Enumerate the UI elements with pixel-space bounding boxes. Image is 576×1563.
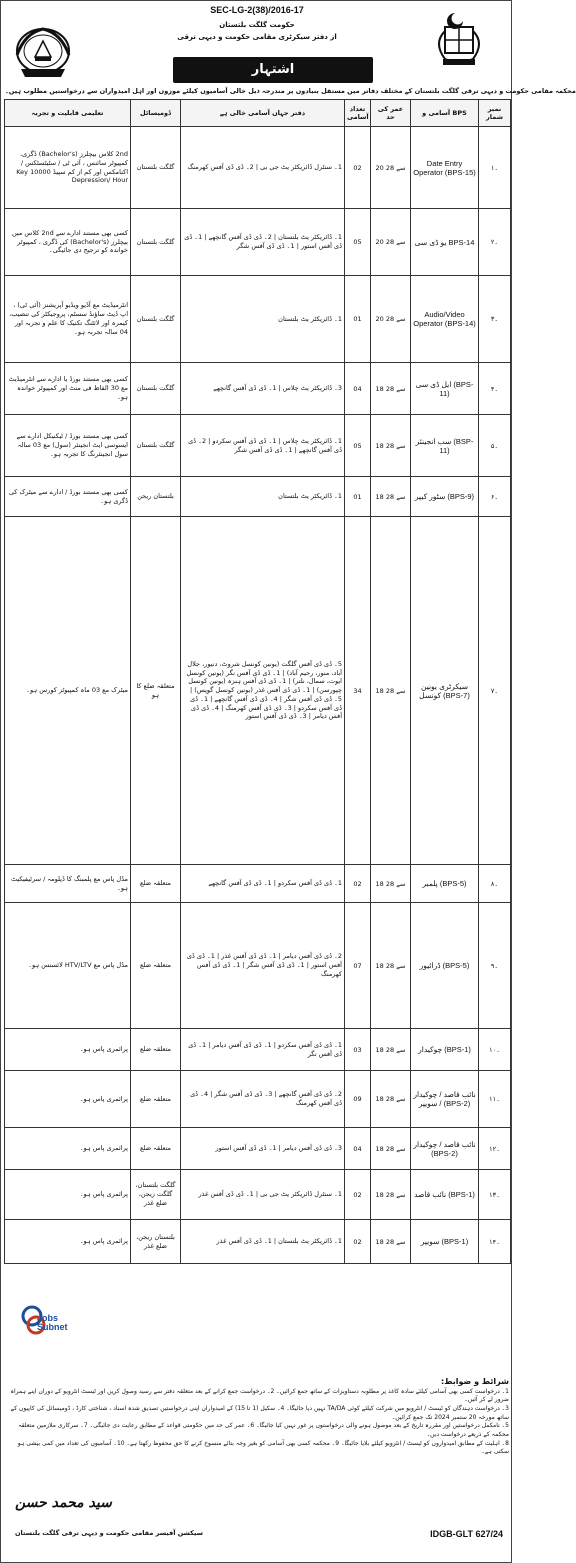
serial-cell: ۱۴۔ [479,1220,511,1264]
office-cell: 1۔ ڈائریکٹر یٹ بلتستان [181,276,345,363]
post-cell: ڈرائیور (BPS-5) [411,903,479,1029]
office-cell: 1۔ ڈائریکٹر یٹ چلاس | 1۔ ڈی ڈی آفس سکردو | 2۔ ڈی ڈی آفس گانچھے | 1۔ ڈی ڈی آفس شگر [181,415,345,477]
office-cell: 2۔ ڈی ڈی آفس دیامر | 1۔ ڈی ڈی آفس غذر | 1۔ ڈی ڈی آفس استور | 1۔ ڈی ڈی آفس شگر | 1۔ ڈی ڈی آفس کھرمنگ [181,903,345,1029]
post-cell: نائب قاصد (BPS-1) [411,1170,479,1220]
domicile-cell: گلگت بلتستان [131,363,181,415]
header-qualification: تعلیمی قابلیت و تجربہ [5,100,131,127]
header-count: تعداد آسامی [345,100,371,127]
post-cell: سویپر (BPS-1) [411,1220,479,1264]
office-cell: 1۔ سنٹرل ڈائریکٹر یٹ جی بی | 2۔ ڈی ڈی آفس کھرمنگ [181,127,345,209]
domicile-cell: بلتستان ریجن [131,477,181,517]
count-cell: 02 [345,865,371,903]
count-cell: 02 [345,1170,371,1220]
qualification-cell: کسی بھی مستند بورڈ یا ادارے سے انٹرمیڈیٹ مع 30 الفاظ فی منٹ اور کمپیوٹر خواندہ ہو۔ [5,363,131,415]
conditions-heading: شرائط و ضوابط: [441,1377,509,1386]
qualification-cell: پرائمری پاس ہو۔ [5,1128,131,1170]
table-row [5,477,511,517]
age-cell: 20 سے 28 [371,127,411,209]
intro-text: محکمہ مقامی حکومت و دیہی ترقی گلگت بلتستان کے مختلف دفاتر میں مستقل بنیادوں پر مندرجہ ذیل خالی آسامیوں کیلئے موزوں اور اہل امیدواران سے درخواستیں مطلوب ہیں۔ [5,87,576,95]
age-cell: 18 سے 28 [371,477,411,517]
watermark-line1: Jobs [37,1313,59,1323]
age-cell: 20 سے 28 [371,276,411,363]
post-cell: پلمبر (BPS-5) [411,865,479,903]
serial-cell: ۸۔ [479,865,511,903]
signature-name: سید محمد حسن [15,1495,112,1511]
terms-and-conditions [5,1376,509,1457]
ad-code: IDGB-GLT 627/24 [430,1529,503,1539]
age-cell: 18 سے 28 [371,1128,411,1170]
age-cell: 20 سے 28 [371,209,411,276]
header [1,1,576,101]
age-cell: 18 سے 28 [371,865,411,903]
domicile-cell: گلگت بلتستان، گلگت ریجن، ضلع غذر [131,1170,181,1220]
table-row [5,1128,511,1170]
vacancies-table [4,99,511,1264]
domicile-cell: گلگت بلتستان [131,415,181,477]
government-emblem-icon [427,7,491,71]
header-office: دفتر جہاں آسامی خالی ہے [181,100,345,127]
department-name: از دفتر سیکرٹری مقامی حکومت و دیہی ترقی [177,33,337,41]
table-row [5,517,511,865]
header-domicile: ڈومیسائل [131,100,181,127]
count-cell: 02 [345,1220,371,1264]
table-row [5,1170,511,1220]
qualification-cell: میٹرک مع 03 ماہ کمپیوٹر کورس ہو۔ [5,517,131,865]
condition-item: 1۔ درخواست کسی بھی آسامی کیلئے سادہ کاغذ پر مطلوبہ دستاویزات کے ساتھ جمع کرائیں۔ 2۔ درخواست جمع کرانے کے بعد متعلقہ دفتر سے رسید وصول کریں اور ٹیسٹ انٹرویو کے دوران اپنے ہمراہ ضرور لے کر آئیں۔ [10,1387,509,1404]
post-cell: Audio/Video Operator (BPS-14) [411,276,479,363]
office-cell: 1۔ ڈائریکٹر یٹ بلتستان | 1۔ ڈی ڈی آفس غذر [181,1220,345,1264]
table-row [5,865,511,903]
serial-cell: ۹۔ [479,903,511,1029]
table-row [5,1071,511,1128]
qualification-cell: کسی بھی مستند بورڈ / ادارے سے میٹرک کی ڈگری ہو۔ [5,477,131,517]
advertisement-title: اشتہار [173,57,373,83]
table-row [5,276,511,363]
office-cell: 1۔ ڈی ڈی آفس سکردو | 1۔ ڈی ڈی آفس گانچھے [181,865,345,903]
count-cell: 01 [345,276,371,363]
watermark-text [37,1314,68,1332]
condition-item: 8۔ اہلیت کے مطابق امیدواروں کو ٹیسٹ / انٹرویو کیلئے بلایا جائیگا۔ 9۔ محکمہ کسی بھی آسامی کو بغیر وجہ بتائے منسوخ کرنے کا حق محفوظ رکھتا ہے۔ 10۔ آسامیوں کی تعداد میں کمی بیشی ہو سکتی ہے۔ [17,1439,509,1456]
qualification-cell: پرائمری پاس ہو۔ [5,1029,131,1071]
table-row [5,363,511,415]
serial-cell: ۵۔ [479,415,511,477]
serial-cell: ۱۰۔ [479,1029,511,1071]
age-cell: 18 سے 28 [371,363,411,415]
domicile-cell: متعلقہ ضلع [131,1128,181,1170]
post-cell: سب انجینئر (BSP-11) [411,415,479,477]
qualification-cell: پرائمری پاس ہو۔ [5,1071,131,1128]
table-row [5,127,511,209]
count-cell: 05 [345,415,371,477]
qualification-cell: کسی بھی مستند بورڈ / ٹیکنیکل ادارے سے ایسوسی ایٹ انجینئر (سول) مع 03 سالہ سول انجینئرنگ کا تجربہ ہو۔ [5,415,131,477]
post-cell: یو ڈی سی BPS-14 [411,209,479,276]
count-cell: 03 [345,1029,371,1071]
table-row [5,1029,511,1071]
office-cell: 3۔ ڈائریکٹر یٹ چلاس | 1۔ ڈی ڈی آفس گانچھے [181,363,345,415]
signature-title: سیکشن آفیسر مقامی حکومت و دیہی ترقی گلگت بلتستان [15,1529,203,1537]
qualification-cell: پرائمری پاس ہو۔ [5,1170,131,1220]
count-cell: 04 [345,1128,371,1170]
serial-cell: ۱۲۔ [479,1128,511,1170]
condition-item: 3۔ درخواست دہندگان کو ٹیسٹ / انٹرویو میں شرکت کیلئے کوئی TA/DA نہیں دیا جائیگا۔ 4۔ سکیل (1 تا 15) کے امیدواران اپنی درخواستیں تصدیق شدہ اسناد ، شناختی کارڈ ، ڈومیسائل کی کاپیوں کے ساتھ مورخہ 20 ستمبر 2024 تک جمع کرائیں۔ [10,1404,509,1421]
qualification-cell: مڈل پاس مع HTV/LTV لائسنس ہو۔ [5,903,131,1029]
age-cell: 18 سے 28 [371,1071,411,1128]
table-header-row [5,100,511,127]
age-cell: 18 سے 28 [371,415,411,477]
domicile-cell: بلتستان ریجن، ضلع غذر [131,1220,181,1264]
serial-cell: ۳۔ [479,276,511,363]
count-cell: 02 [345,127,371,209]
domicile-cell: گلگت بلتستان [131,127,181,209]
office-cell: 1۔ ڈائریکٹر یٹ بلتستان [181,477,345,517]
serial-cell: ۲۔ [479,209,511,276]
qualification-cell: مڈل پاس مع پلمبنگ کا ڈپلومہ / سرٹیفیکیٹ ہو۔ [5,865,131,903]
domicile-cell: متعلقہ ضلع [131,903,181,1029]
department-logo-icon [11,19,75,83]
office-cell: 1۔ سنٹرل ڈائریکٹر یٹ جی بی | 1۔ ڈی ڈی آفس غذر [181,1170,345,1220]
office-cell: 5۔ ڈی ڈی آفس گلگت (یونین کونسل شروٹ، دنیور، جلال آباد، منور، رحیم آباد) | 1۔ ڈی ڈی آفس نگر (یونین کونسل ایوت، سمال، نلتر) | 1۔ ڈی ڈی آفس ہنزہ (یونین کونسل چپورسن) | 1۔ ڈی ڈی آفس غذر (یونین کونسل گوپس) | 5۔ ڈی ڈی آفس شگر | 4۔ ڈی ڈی آفس گانچھے | 1۔ ڈی ڈی آفس سکردو | 3۔ ڈی ڈی آفس کھرمنگ | 4۔ ڈی ڈی آفس دیامر | 3۔ ڈی ڈی آفس استور [181,517,345,865]
watermark-line2: Subnet [37,1322,68,1332]
count-cell: 01 [345,477,371,517]
office-cell: 2۔ ڈی ڈی آفس گانچھے | 3۔ ڈی ڈی آفس شگر | 4۔ ڈی ڈی آفس کھرمنگ [181,1071,345,1128]
header-post: آسامی و BPS [411,100,479,127]
count-cell: 04 [345,363,371,415]
age-cell: 18 سے 28 [371,1029,411,1071]
domicile-cell: گلگت بلتستان [131,276,181,363]
post-cell: سٹور کیپر (BPS-9) [411,477,479,517]
count-cell: 09 [345,1071,371,1128]
table-row [5,903,511,1029]
table-row [5,1220,511,1264]
age-cell: 18 سے 28 [371,1170,411,1220]
post-cell: نائب قاصد / چوکیدار / سویپر (BPS-2) [411,1071,479,1128]
post-cell: سیکرٹری یونین کونسل (BPS-7) [411,517,479,865]
count-cell: 07 [345,903,371,1029]
serial-cell: ۱۳۔ [479,1170,511,1220]
age-cell: 18 سے 28 [371,517,411,865]
office-cell: 1۔ ڈائریکٹر یٹ بلتستان | 2۔ ڈی ڈی آفس گانچھے | 1۔ ڈی ڈی آفس استور | 1۔ ڈی ڈی آفس شگر [181,209,345,276]
age-cell: 18 سے 28 [371,903,411,1029]
qualification-cell: 2nd کلاس بیچلرز (Bachelor's) ڈگری، کمپیوٹر سائنس ، آئی ٹی / سٹیٹسٹکس / اکنامکس اور کم از کم سپیڈ 10000 Key Depression/ Hour [5,127,131,209]
qualification-cell: پرائمری پاس ہو۔ [5,1220,131,1264]
table-row [5,415,511,477]
post-cell: Date Entry Operator (BPS-15) [411,127,479,209]
count-cell: 34 [345,517,371,865]
qualification-cell: کسی بھی مستند ادارے سے 2nd کلاس میں بیچلرز (Bachelor's) کی ڈگری ، کمپیوٹر خواندہ کو ترجیح دی جائیگی۔ [5,209,131,276]
office-cell: 3۔ ڈی ڈی آفس دیامر | 1۔ ڈی ڈی آفس استور [181,1128,345,1170]
domicile-cell: متعلقہ ضلع [131,865,181,903]
post-cell: چوکیدار (BPS-1) [411,1029,479,1071]
serial-cell: ۷۔ [479,517,511,865]
header-age: عمر کی حد [371,100,411,127]
header-serial: نمبر شمار [479,100,511,127]
serial-cell: ۱۔ [479,127,511,209]
reference-number: SEC-LG-2(38)/2016-17 [210,5,304,15]
domicile-cell: متعلقہ ضلع [131,1029,181,1071]
age-cell: 18 سے 28 [371,1220,411,1264]
qualification-cell: انٹرمیڈیٹ مع آڈیو ویڈیو آپریشنز (آئی ٹی) ، اپ ڈیٹ ساؤنڈ سسٹم، پروجیکٹر کی تنصیب، کیمرہ اور لائٹنگ تکنیک کا علم و تجربہ اور 04 سالہ تجربہ ہو۔ [5,276,131,363]
domicile-cell: متعلقہ ضلع کا ہو [131,517,181,865]
office-cell: 1۔ ڈی ڈی آفس سکردو | 1۔ ڈی ڈی آفس دیامر | 1۔ ڈی ڈی آفس نگر [181,1029,345,1071]
government-name: حکومت گلگت بلتستان [219,21,295,29]
domicile-cell: متعلقہ ضلع [131,1071,181,1128]
count-cell: 05 [345,209,371,276]
table-row [5,209,511,276]
post-cell: نائب قاصد / چوکیدار (BPS-2) [411,1128,479,1170]
domicile-cell: گلگت بلتستان [131,209,181,276]
serial-cell: ۴۔ [479,363,511,415]
serial-cell: ۶۔ [479,477,511,517]
condition-item: 5۔ نامکمل درخواستیں اور مقررہ تاریخ کے بعد موصول ہونے والی درخواستوں پر غور نہیں کیا جائیگا۔ 6۔ عمر کی حد میں حکومتی قواعد کے مطابق رعایت دی جائیگی۔ 7۔ سرکاری ملازمین متعلقہ محکمہ کے ذریعے درخواست دیں۔ [18,1422,509,1439]
post-cell: ایل ڈی سی (BPS-11) [411,363,479,415]
serial-cell: ۱۱۔ [479,1071,511,1128]
